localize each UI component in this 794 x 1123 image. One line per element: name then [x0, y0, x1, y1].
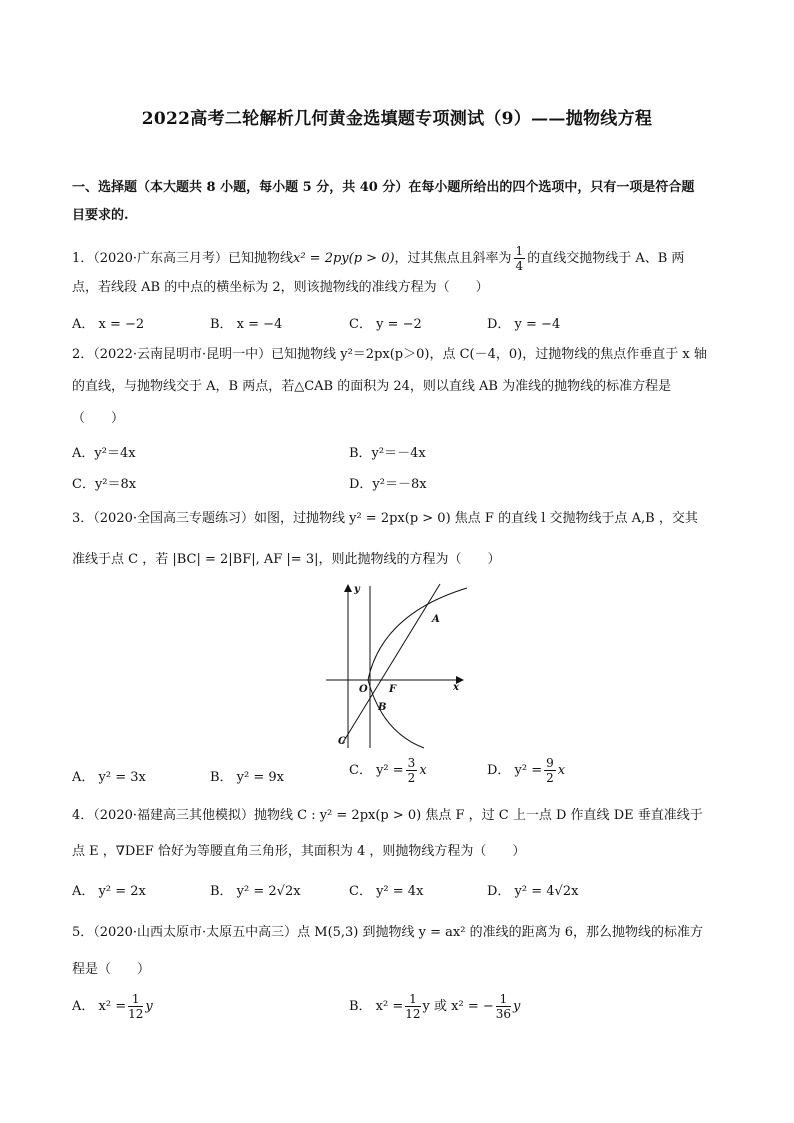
q5-option-a-pre: A． x² = — [72, 999, 127, 1014]
label-o: O — [359, 684, 368, 695]
q1-option-c[interactable]: C． y = −2 — [349, 317, 422, 332]
q3-option-c-num: 3 — [407, 756, 416, 770]
q1-slope-fraction — [514, 244, 526, 273]
label-c: C — [338, 736, 346, 747]
q5-option-a-num: 1 — [128, 992, 143, 1007]
q2-line3: （ ） — [72, 411, 125, 426]
q2-line1: 2．（2022·云南昆明市·昆明一中）已知抛物线 y²＝2px(p＞0)，点 C(－4，0)，过抛物线的焦点作垂直于 x 轴 — [72, 347, 707, 362]
q2-option-a[interactable]: A．y²＝4x — [72, 446, 136, 461]
q5-option-b[interactable] — [349, 992, 520, 1021]
parabola-curve — [368, 588, 467, 748]
q3-option-b[interactable]: B． y² = 9x — [210, 770, 285, 785]
page-title: 2022高考二轮解析几何黄金选填题专项测试（9）——抛物线方程 — [141, 109, 653, 129]
q5-option-b-var: y — [513, 999, 521, 1014]
q4-option-b[interactable]: B． y² = 2√2x — [210, 884, 301, 899]
q5-option-b-den2: 36 — [495, 1007, 512, 1021]
q5-option-b-num2: 1 — [496, 992, 511, 1007]
q5-option-a-fraction — [128, 992, 143, 1021]
label-y: y — [354, 584, 360, 595]
q5-option-b-num1: 1 — [405, 992, 420, 1007]
section-heading-line2: 目要求的. — [72, 208, 129, 223]
q1-slope-num: 1 — [515, 244, 524, 258]
q4-option-c[interactable]: C． y² = 4x — [349, 884, 424, 899]
y-axis-arrow — [344, 584, 352, 592]
q4-line2: 点 E ，∇DEF 恰好为等腰直角三角形，其面积为 4 ，则抛物线方程为（ ） — [72, 844, 526, 859]
label-a: A — [432, 614, 440, 625]
q1-option-a[interactable]: A． x = −2 — [72, 317, 145, 332]
q5-line2: 程是（ ） — [72, 962, 151, 977]
q2-option-d[interactable]: D．y²＝－8x — [349, 477, 427, 492]
q1-line2: 点，若线段 AB 的中点的横坐标为 2，则该抛物线的准线方程为（ ） — [72, 280, 489, 295]
q5-option-b-fraction1 — [405, 992, 420, 1021]
q5-line1: 5．（2020·山西太原市·太原五中高三）点 M(5,3) 到抛物线 y = ax² 的准线的距离为 6，那么抛物线的标准方 — [72, 925, 703, 940]
q1-suffix: 的直线交抛物线于 A、B 两 — [527, 251, 685, 266]
q3-option-d-var: x — [557, 763, 566, 778]
q3-option-a[interactable]: A． y² = 3x — [72, 770, 146, 785]
q3-option-d[interactable] — [487, 756, 565, 785]
q5-option-a-var: y — [145, 999, 153, 1014]
q4-option-d[interactable]: D． y² = 4√2x — [487, 884, 579, 899]
q3-option-c-fraction — [406, 756, 418, 785]
q2-option-b[interactable]: B．y²＝－4x — [349, 446, 426, 461]
q4-option-a[interactable]: A． y² = 2x — [72, 884, 146, 899]
q3-option-c[interactable] — [349, 756, 427, 785]
q4-line1: 4．（2020·福建高三其他模拟）抛物线 C : y² = 2px(p > 0) 焦点 F ，过 C 上一点 D 作直线 DE 垂直准线于 — [72, 808, 703, 823]
focal-line — [342, 584, 440, 744]
q5-option-a-den: 12 — [128, 1007, 144, 1021]
q1-prefix: 1．（2020·广东高三月考）已知抛物线 — [72, 251, 293, 266]
q3-option-d-num: 9 — [546, 756, 554, 770]
q3-option-d-pre: D． y² = — [487, 763, 543, 778]
q3-line1: 3．（2020·全国高三专题练习）如图，过抛物线 y² = 2px(p > 0) 焦点 F 的直线 l 交抛物线于点 A,B ，交其 — [72, 511, 698, 526]
q1-line1 — [72, 244, 722, 273]
q3-option-d-den: 2 — [546, 771, 554, 785]
q5-option-b-mid: y 或 x² = − — [422, 999, 494, 1014]
q3-option-c-pre: C． y² = — [349, 763, 404, 778]
q5-option-b-fraction2 — [496, 992, 511, 1021]
label-b: B — [378, 702, 387, 713]
q1-mid: ，过其焦点且斜率为 — [394, 251, 512, 266]
q1-equation: x² = 2py(p > 0) — [293, 251, 395, 266]
q3-option-c-var: x — [419, 763, 427, 778]
q1-option-d[interactable]: D． y = −4 — [487, 317, 561, 332]
section-heading-line1: 一、选择题（本大题共 8 小题，每小题 5 分，共 40 分）在每小题所给出的四个选项中，只有一项是符合题 — [72, 180, 695, 195]
q3-option-d-fraction — [544, 756, 556, 785]
q3-line2: 准线于点 C ，若 |BC| = 2|BF|, AF |= 3|，则此抛物线的方程为（ ） — [72, 552, 501, 567]
q2-line2: 的直线，与抛物线交于 A，B 两点，若△CAB 的面积为 24，则以直线 AB 为准线的抛物线的标准方程是 — [72, 379, 672, 394]
label-f: F — [389, 684, 397, 695]
q1-slope-den: 4 — [515, 259, 524, 273]
q5-option-b-den1: 12 — [405, 1007, 421, 1021]
q1-option-b[interactable]: B． x = −4 — [210, 317, 283, 332]
label-x: x — [453, 682, 459, 693]
q5-option-b-pre: B． x² = — [349, 999, 404, 1014]
q2-option-c[interactable]: C．y²＝8x — [72, 477, 137, 492]
q5-option-a[interactable] — [72, 992, 153, 1021]
q3-option-c-den: 2 — [407, 771, 416, 785]
q3-parabola-figure — [322, 582, 472, 752]
